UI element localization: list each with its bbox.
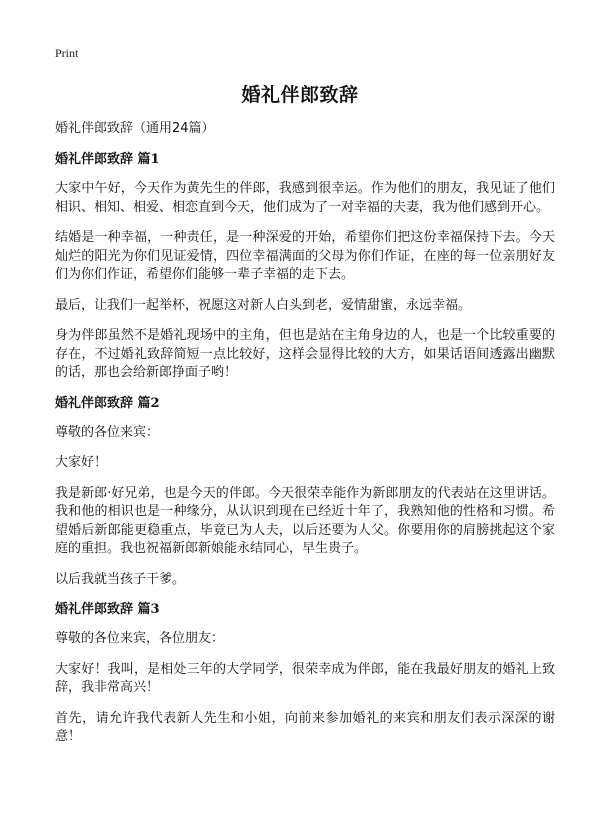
- paragraph: 尊敬的各位来宾：: [55, 424, 160, 440]
- paragraph: 以后我就当孩子干爹。: [55, 571, 186, 587]
- section-heading: 婚礼伴郎致辞 篇3: [55, 602, 160, 617]
- section-heading: 婚礼伴郎致辞 篇2: [55, 395, 160, 411]
- print-link[interactable]: Print: [55, 46, 79, 60]
- paragraph: 我是新郎·好兄弟，也是今天的伴郎。今天很荣幸能作为新郎朋友的代表站在这里讲话。我和他的相识也是一种缘分，从认识到现在已经近十年了，我熟知他的性格和习惯。希望婚后新郎能更稳重点，毕竟已为人夫，以后还要为人父。你要用你的肩膀挑起这个家庭的重担。我也祝福新郎新娘能永结同心，早生贵子。: [55, 485, 555, 556]
- paragraph: 大家好！: [55, 455, 108, 470]
- document-title: 婚礼伴郎致辞: [241, 84, 359, 106]
- paragraph: 最后，让我们一起举杯，祝愿这对新人白头到老，爱情甜蜜，永远幸福。: [55, 297, 472, 313]
- document-body: [55, 120, 555, 759]
- paragraph: 大家好！我叫，是相处三年的大学同学，很荣幸成为伴郎，能在我最好朋友的婚礼上致辞，我非常高兴！: [55, 661, 555, 695]
- paragraph: 首先，请允许我代表新人先生和小姐，向前来参加婚礼的来宾和朋友们表示深深的谢意！: [55, 710, 555, 744]
- paragraph: 结婚是一种幸福，一种责任，是一种深爱的开始，希望你们把这份幸福保持下去。今天灿烂的阳光为你们见证爱情，四位幸福满面的父母为你们作证，在座的每一位亲朋好友们为你们作证，希望你们能够一辈子幸福的走下去。: [55, 230, 555, 282]
- paragraph: 身为伴郎虽然不是婚礼现场中的主角，但也是站在主角身边的人，也是一个比较重要的存在，不过婚礼致辞简短一点比较好，这样会显得比较的大方，如果话语间透露出幽默的话，那也会给新郎挣面子哟！: [55, 328, 555, 380]
- paragraph: 大家中午好，今天作为黄先生的伴郎，我感到很幸运。作为他们的朋友，我见证了他们相识、相知、相爱、相恋直到今天，他们成为了一对幸福的夫妻，我为他们感到开心。: [55, 181, 555, 215]
- section-heading: 婚礼伴郎致辞 篇1: [55, 152, 160, 167]
- paragraph: 尊敬的各位来宾，各位朋友：: [55, 631, 225, 646]
- document-subtitle: 婚礼伴郎致辞（通用24篇）: [55, 121, 215, 136]
